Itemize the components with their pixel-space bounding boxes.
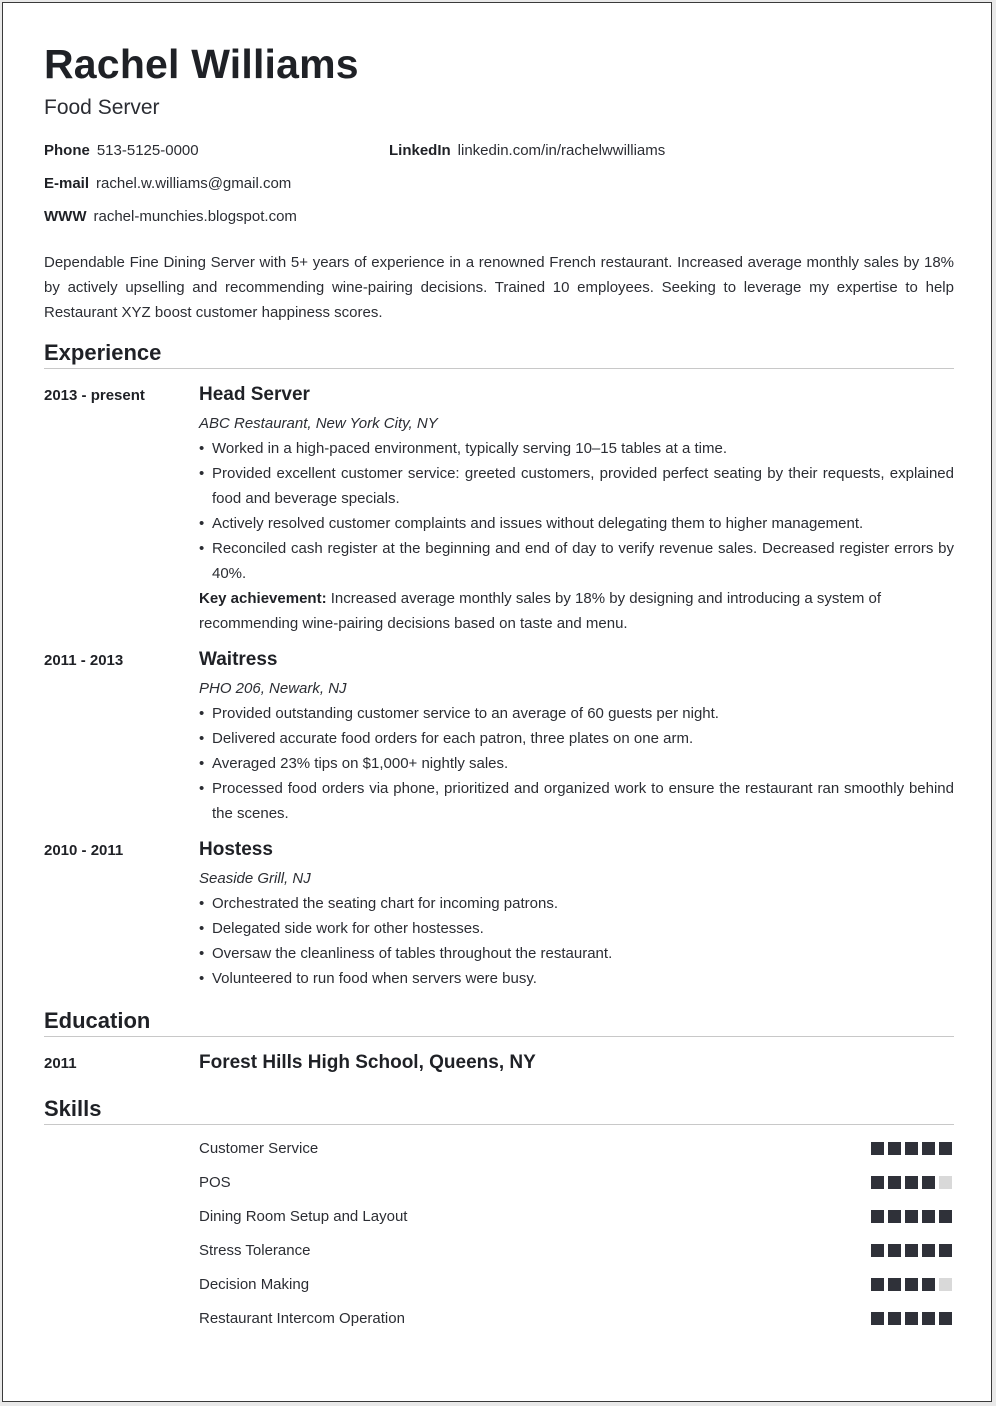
resume-page <box>2 2 992 1402</box>
skill-square-filled <box>939 1244 952 1257</box>
skill-square-filled <box>888 1244 901 1257</box>
job-bullets <box>199 891 954 991</box>
skill-square-filled <box>888 1176 901 1189</box>
skill-square-filled <box>871 1176 884 1189</box>
email-label: E-mail <box>44 175 90 192</box>
skill-square-empty <box>939 1176 952 1189</box>
list-item: • Volunteered to run food when servers were busy. <box>199 966 954 991</box>
skill-square-filled <box>871 1210 884 1223</box>
skill-square-filled <box>871 1278 884 1291</box>
phone-value: 513-5125-0000 <box>96 142 199 159</box>
linkedin-value[interactable]: linkedin.com/in/rachelwwilliams <box>457 142 666 159</box>
list-item: • Delivered accurate food orders for each patron, three plates on one arm. <box>199 726 954 751</box>
skill-square-filled <box>905 1278 918 1291</box>
skill-name: Restaurant Intercom Operation <box>199 1310 405 1327</box>
list-item: • Provided outstanding customer service to an average of 60 guests per night. <box>199 701 954 726</box>
job-role: Hostess <box>199 839 273 860</box>
skill-square-filled <box>905 1210 918 1223</box>
job-role: Head Server <box>199 384 310 405</box>
summary-paragraph: Dependable Fine Dining Server with 5+ years of experience in a renowned French restaurant. Increased average monthly sales by 18% by actively upselling and recommending wine-pairing decisions. Trained 10 employees. Seeking to leverage my expertise to help Restaurant XYZ boost customer happiness scores. <box>44 254 954 321</box>
skill-square-filled <box>939 1312 952 1325</box>
skill-level <box>871 1312 952 1325</box>
job-company: Seaside Grill, NJ <box>199 870 311 887</box>
skill-square-filled <box>939 1142 952 1155</box>
education-divider <box>44 1036 954 1037</box>
skill-name: POS <box>199 1174 231 1191</box>
skills-heading: Skills <box>44 1096 102 1121</box>
skill-square-filled <box>922 1176 935 1189</box>
skill-name: Decision Making <box>199 1276 310 1293</box>
skill-square-empty <box>939 1278 952 1291</box>
skill-square-filled <box>939 1210 952 1223</box>
job-dates: 2013 - present <box>44 387 145 404</box>
achievement-text: Increased average monthly sales by 18% by designing and introducing a system of recommending wine-pairing decisions based on taste and menu. <box>199 590 882 632</box>
job-dates: 2011 - 2013 <box>44 652 124 669</box>
job-bullets <box>199 701 954 826</box>
skill-level <box>871 1244 952 1257</box>
skill-square-filled <box>905 1244 918 1257</box>
list-item: • Processed food orders via phone, prioritized and organized work to ensure the restaurant ran smoothly behind the scenes. <box>199 776 954 826</box>
contact-email <box>44 175 291 192</box>
job-company: ABC Restaurant, New York City, NY <box>199 415 438 432</box>
skill-square-filled <box>905 1312 918 1325</box>
job-company: PHO 206, Newark, NJ <box>199 680 347 697</box>
phone-label: Phone <box>44 142 90 159</box>
job-role: Waitress <box>199 649 278 670</box>
list-item: • Averaged 23% tips on $1,000+ nightly sales. <box>199 751 954 776</box>
skills-divider <box>44 1124 954 1125</box>
skill-name: Stress Tolerance <box>199 1242 311 1259</box>
skill-square-filled <box>871 1244 884 1257</box>
skill-square-filled <box>922 1244 935 1257</box>
list-item: • Oversaw the cleanliness of tables throughout the restaurant. <box>199 941 954 966</box>
skill-square-filled <box>888 1142 901 1155</box>
candidate-title: Food Server <box>44 96 160 119</box>
skill-square-filled <box>905 1176 918 1189</box>
skill-square-filled <box>871 1142 884 1155</box>
key-achievement <box>199 586 954 636</box>
job-dates: 2010 - 2011 <box>44 842 124 859</box>
skill-level <box>871 1176 952 1189</box>
list-item: • Worked in a high-paced environment, typically serving 10–15 tables at a time. <box>199 436 954 461</box>
achievement-label: Key achievement: <box>199 590 327 607</box>
skill-name: Customer Service <box>199 1140 319 1157</box>
skill-level <box>871 1142 952 1155</box>
www-label: WWW <box>44 208 87 225</box>
skill-square-filled <box>905 1142 918 1155</box>
education-school: Forest Hills High School, Queens, NY <box>199 1052 536 1073</box>
list-item: • Delegated side work for other hostesses. <box>199 916 954 941</box>
skill-square-filled <box>922 1210 935 1223</box>
experience-divider <box>44 368 954 369</box>
candidate-name: Rachel Williams <box>44 41 359 87</box>
contact-www <box>44 208 297 225</box>
job-bullets <box>199 436 954 586</box>
skill-square-filled <box>922 1142 935 1155</box>
skill-square-filled <box>871 1312 884 1325</box>
skill-square-filled <box>922 1278 935 1291</box>
email-value[interactable]: rachel.w.williams@gmail.com <box>96 175 292 192</box>
skill-level <box>871 1278 952 1291</box>
contact-phone <box>44 142 199 159</box>
skill-square-filled <box>888 1312 901 1325</box>
list-item: • Provided excellent customer service: greeted customers, provided perfect seating by their requests, explained food and beverage specials. <box>199 461 954 511</box>
list-item: • Reconciled cash register at the beginning and end of day to verify revenue sales. Decreased register errors by 40%. <box>199 536 954 586</box>
www-value[interactable]: rachel-munchies.blogspot.com <box>93 208 297 225</box>
education-heading: Education <box>44 1008 151 1033</box>
skill-square-filled <box>922 1312 935 1325</box>
contact-linkedin <box>389 142 665 159</box>
skill-square-filled <box>888 1210 901 1223</box>
skill-level <box>871 1210 952 1223</box>
skill-name: Dining Room Setup and Layout <box>199 1208 408 1225</box>
list-item: • Actively resolved customer complaints and issues without delegating them to higher management. <box>199 511 954 536</box>
experience-heading: Experience <box>44 340 162 365</box>
list-item: • Orchestrated the seating chart for incoming patrons. <box>199 891 954 916</box>
linkedin-label: LinkedIn <box>389 142 451 159</box>
education-year: 2011 <box>44 1055 77 1072</box>
skill-square-filled <box>888 1278 901 1291</box>
